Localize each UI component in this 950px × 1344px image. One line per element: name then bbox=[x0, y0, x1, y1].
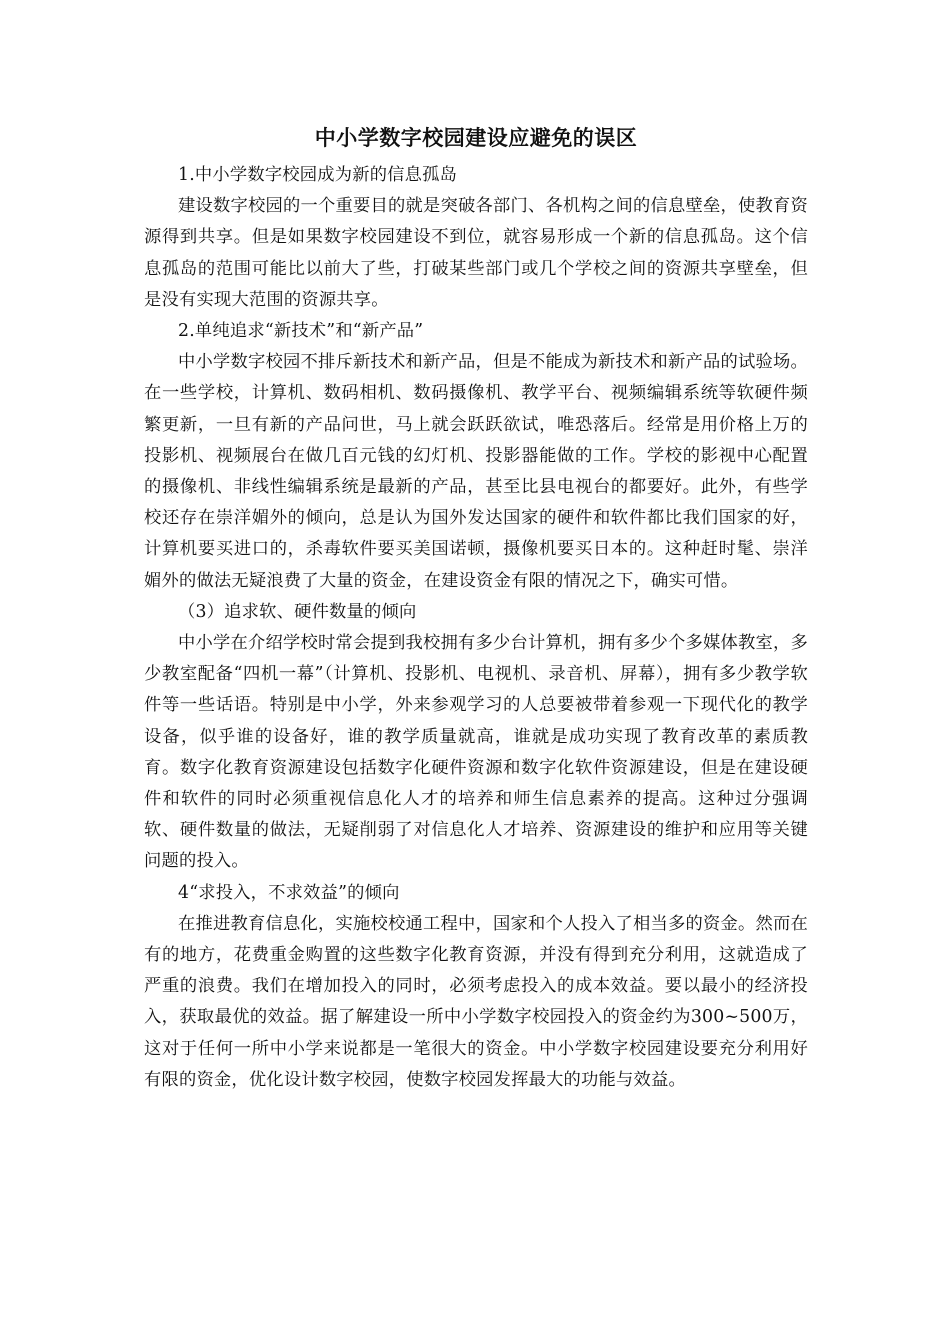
section-heading-3: （3）追求软、硬件数量的倾向 bbox=[178, 601, 417, 622]
section-body-1: 建设数字校园的一个重要目的就是突破各部门、各机构之间的信息壁垒，使教育资源得到共享。但是如果数字校园建设不到位，就容易形成一个新的信息孤岛。这个信息孤岛的范围可能比以前大了些，打破某些部门或几个学校之间的资源共享壁垒，但是没有实现大范围的资源共享。 bbox=[144, 196, 808, 310]
document-page bbox=[144, 116, 808, 1096]
section-heading-1: 1.中小学数字校园成为新的信息孤岛 bbox=[178, 165, 458, 185]
section-heading-4: 4“求投入，不求效益”的倾向 bbox=[178, 882, 400, 903]
section-body-4: 在推进教育信息化，实施校校通工程中，国家和个人投入了相当多的资金。然而在有的地方，花费重金购置的这些数字化教育资源，并没有得到充分利用，这就造成了严重的浪费。我们在增加投入的同时，必须考虑投入的成本效益。要以最小的经济投入，获取最优的效益。据了解建设一所中小学数字校园投入的资金约为300~500万，这对于任何一所中小学来说都是一笔很大的资金。中小学数字校园建设要充分利用好有限的资金，优化设计数字校园，使数字校园发挥最大的功能与效益。 bbox=[144, 913, 808, 1090]
section-body-3: 中小学在介绍学校时常会提到我校拥有多少台计算机，拥有多少个多媒体教室，多少教室配备“四机一幕”（计算机、投影机、电视机、录音机、屏幕），拥有多少教学软件等一些话语。特别是中小学，外来参观学习的人总要被带着参观一下现代化的教学设备，似乎谁的设备好，谁的教学质量就高，谁就是成功实现了教育改革的素质教育。数字化教育资源建设包括数字化硬件资源和数字化软件资源建设，但是在建设硬件和软件的同时必须重视信息化人才的培养和师生信息素养的提高。这种过分强调软、硬件数量的做法，无疑削弱了对信息化人才培养、资源建设的维护和应用等关键问题的投入。 bbox=[144, 633, 808, 872]
section-body-2: 中小学数字校园不排斥新技术和新产品，但是不能成为新技术和新产品的试验场。在一些学校，计算机、数码相机、数码摄像机、教学平台、视频编辑系统等软硬件频繁更新，一旦有新的产品问世，马上就会跃跃欲试，唯恐落后。经常是用价格上万的投影机、视频展台在做几百元钱的幻灯机、投影器能做的工作。学校的影视中心配置的摄像机、非线性编辑系统是最新的产品，甚至比县电视台的都要好。此外，有些学校还存在崇洋媚外的倾向，总是认为国外发达国家的硬件和软件都比我们国家的好，计算机要买进口的，杀毒软件要买美国诺顿，摄像机要买日本的。这种赶时髦、崇洋媚外的做法无疑浪费了大量的资金，在建设资金有限的情况之下，确实可惜。 bbox=[144, 352, 808, 591]
document-title: 中小学数字校园建设应避免的误区 bbox=[314, 126, 638, 150]
section-heading-2: 2.单纯追求“新技术”和“新产品” bbox=[178, 321, 424, 342]
